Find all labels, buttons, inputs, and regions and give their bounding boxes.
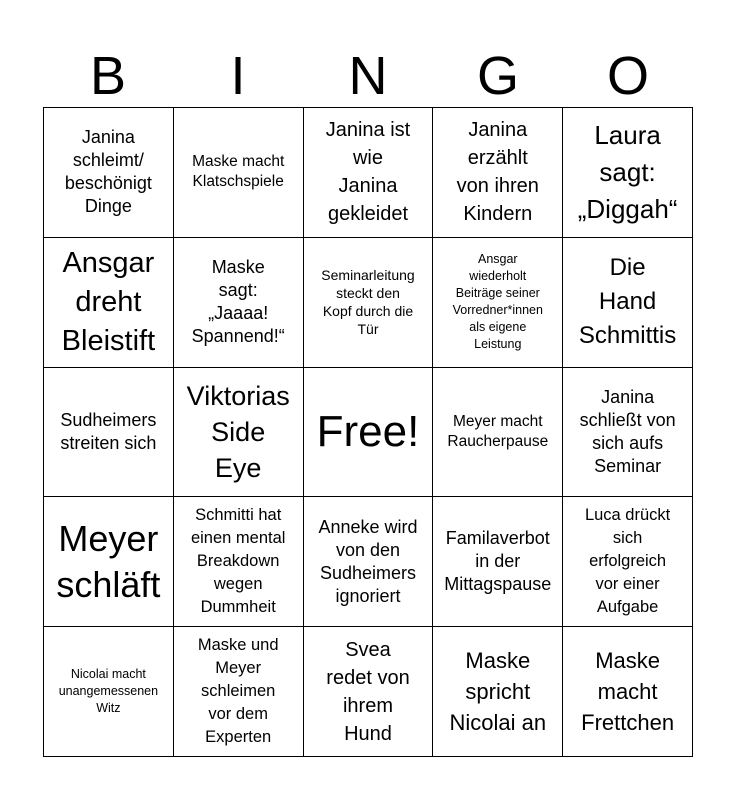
bingo-cell[interactable] [44,627,174,757]
cell-text: Meyer schläft [56,517,161,605]
bingo-cell[interactable] [563,238,693,368]
bingo-cell[interactable] [304,108,434,238]
cell-text: Luca drückt sich erfolgreich vor einer Aufgabe [584,506,671,617]
bingo-cell[interactable] [433,368,563,498]
cell-text: Maske macht Klatschspiele [192,153,285,191]
bingo-cell[interactable] [174,108,304,238]
cell-text: Die Hand Schmittis [578,254,677,350]
bingo-cell[interactable] [433,108,563,238]
cell-text: Ansgar wiederholt Beiträge seiner Vorredner*innen als eigene Leistung [452,252,543,352]
bingo-cell[interactable] [563,108,693,238]
cell-text: Nicolai macht unangemessenen Witz [58,667,159,716]
bingo-header [43,44,693,108]
bingo-cell[interactable] [563,368,693,498]
header-letter-n: N [348,46,388,106]
cell-text: Anneke wird von den Sudheimers ignoriert [318,516,418,606]
cell-text: Maske sagt: „Jaaaa! Spannend!“ [191,257,285,347]
cell-text: Schmitti hat einen mental Breakdown wegen Dummheit [190,506,286,617]
bingo-cell[interactable] [304,497,434,627]
bingo-cell[interactable] [563,627,693,757]
bingo-cell[interactable] [174,627,304,757]
bingo-cell[interactable] [44,108,174,238]
bingo-cell[interactable] [304,627,434,757]
cell-text: Janina ist wie Janina gekleidet [325,119,411,226]
cell-text: Free! [316,406,420,456]
bingo-cell[interactable] [433,238,563,368]
cell-text: Viktorias Side Eye [186,380,290,483]
cell-text: Ansgar dreht Bleistift [61,246,156,357]
bingo-cell[interactable] [44,238,174,368]
cell-text: Janina schließt von sich aufs Seminar [579,386,676,476]
cell-text: Familaverbot in der Mittagspause [444,528,552,595]
bingo-cell[interactable] [433,627,563,757]
bingo-cell[interactable] [563,497,693,627]
header-letter-b: B [89,46,127,106]
cell-text: Janina schleimt/ beschönigt Dinge [64,127,152,217]
header-letter-o: O [606,46,649,106]
bingo-grid [43,107,693,757]
cell-text: Sudheimers streiten sich [60,409,157,453]
bingo-cell[interactable] [433,497,563,627]
free-space[interactable] [304,368,434,498]
cell-text: Laura sagt: „Diggah“ [577,119,678,224]
bingo-cell[interactable] [174,238,304,368]
cell-text: Svea redet von ihrem Hund [326,638,410,745]
cell-text: Janina erzählt von ihren Kindern [456,119,539,226]
header-letter-i: I [230,46,246,106]
bingo-cell[interactable] [44,368,174,498]
bingo-cell[interactable] [304,238,434,368]
bingo-cell[interactable] [174,368,304,498]
bingo-cell[interactable] [44,497,174,627]
cell-text: Maske und Meyer schleimen vor dem Experten [197,636,279,747]
bingo-cell[interactable] [174,497,304,627]
header-letter-g: G [476,46,519,106]
cell-text: Maske macht Frettchen [581,648,675,736]
cell-text: Maske spricht Nicolai an [449,648,547,736]
cell-text: Meyer macht Raucherpause [447,412,549,450]
cell-text: Seminarleitung steckt den Kopf durch die Tür [321,267,415,338]
